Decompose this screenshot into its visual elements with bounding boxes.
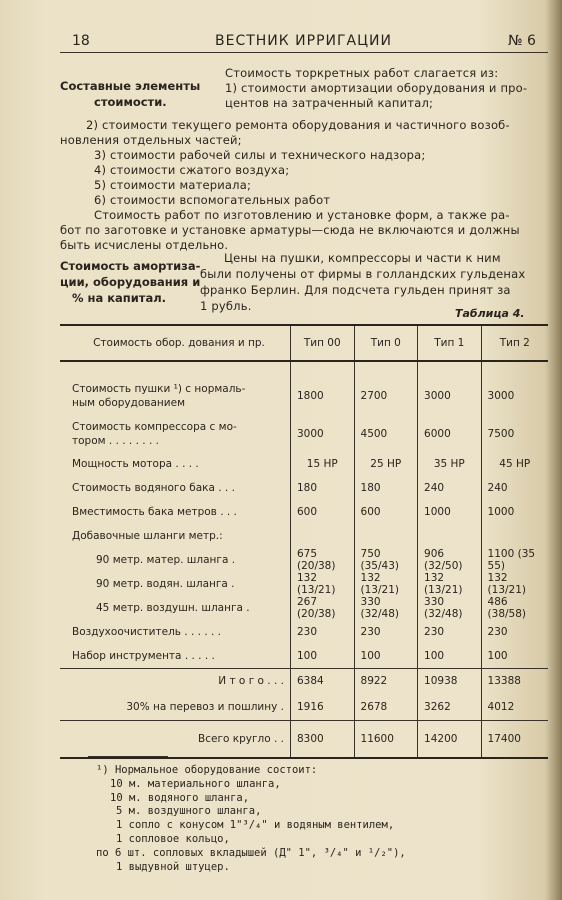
text-line: 4) стоимости сжатого воздуха; xyxy=(94,163,290,177)
column-header: Тип 0 xyxy=(354,325,418,361)
table-cell: 132 (13/21) xyxy=(291,572,355,596)
column-header: Стоимость обор. дования и пр. xyxy=(60,325,291,361)
text-line: были получены от фирмы в голландских гульденах xyxy=(200,267,526,281)
table-cell: 132 (13/21) xyxy=(354,572,418,596)
footnote xyxy=(96,764,406,874)
text-line: франко Берлин. Для подсчета гульден принят за xyxy=(200,283,511,297)
text-line: 5) стоимости материала; xyxy=(94,178,252,192)
table-cell: 3000 xyxy=(481,376,548,416)
table-row xyxy=(60,476,548,500)
table-cell: 240 xyxy=(418,476,482,500)
table-cell: 267 (20/38) xyxy=(291,596,355,620)
side-heading-amortization xyxy=(60,258,200,306)
side-heading-line: ции, оборудования и xyxy=(60,275,201,289)
table-cell: 14200 xyxy=(418,720,482,758)
table-cell: 906 (32/50) xyxy=(418,548,482,572)
table-cell: 330 (32/48) xyxy=(354,596,418,620)
footnote-line: 1 сопловое кольцо, xyxy=(116,832,230,845)
table-cell: 600 xyxy=(354,500,418,524)
table-row xyxy=(60,416,548,452)
table-cell xyxy=(418,361,482,376)
column-header: Тип 2 xyxy=(481,325,548,361)
table-cell: 100 xyxy=(291,644,355,668)
table-body xyxy=(60,361,548,758)
table-cell: 3000 xyxy=(418,376,482,416)
table-cell: Мощность мотора . . . . xyxy=(72,458,199,470)
table-row xyxy=(60,596,548,620)
table-cell: 230 xyxy=(354,620,418,644)
column-header: Тип 00 xyxy=(291,325,355,361)
table-header-row xyxy=(60,325,548,361)
table-total-row xyxy=(60,668,548,694)
table-cell: 15 НР xyxy=(291,452,355,476)
table-row xyxy=(60,500,548,524)
table-cell: Вместимость бака метров . . . xyxy=(72,506,237,518)
table-cell: 4500 xyxy=(354,416,418,452)
table-cell: 600 xyxy=(291,500,355,524)
table-cell: 25 НР xyxy=(354,452,418,476)
table-cell: 3000 xyxy=(291,416,355,452)
table-cell xyxy=(60,361,291,376)
table-cell: 230 xyxy=(291,620,355,644)
table-total-row xyxy=(60,694,548,720)
table-cell: 90 метр. матер. шланга . xyxy=(96,554,236,566)
text-line: центов на затраченный капитал; xyxy=(225,96,434,110)
table-cell: 675 (20/38) xyxy=(291,548,355,572)
table-cell: 230 xyxy=(481,620,548,644)
table-cell: 2678 xyxy=(354,694,418,720)
table-row xyxy=(60,572,548,596)
table-cell: 2700 xyxy=(354,376,418,416)
table-cell xyxy=(354,361,418,376)
table-row xyxy=(60,548,548,572)
text-line: 6) стоимости вспомогательных работ xyxy=(94,193,331,207)
table-cell: 1000 xyxy=(418,500,482,524)
table-cell: 1916 xyxy=(291,694,355,720)
table-cell: 486 (38/58) xyxy=(481,596,548,620)
side-heading-line: Стоимость амортиза- xyxy=(60,259,201,273)
text-line: 3) стоимости рабочей силы и технического надзора; xyxy=(94,148,426,162)
table-cell: Воздухоочиститель . . . . . . xyxy=(72,626,222,638)
table-cell: 17400 xyxy=(481,720,548,758)
table-cell: 132 (13/21) xyxy=(418,572,482,596)
footnote-line: 1 выдувной штуцер. xyxy=(116,860,230,873)
journal-title: ВЕСТНИК ИРРИГАЦИИ xyxy=(215,33,392,49)
table-cell: 180 xyxy=(291,476,355,500)
table-row xyxy=(60,376,548,416)
side-heading-line: Составные элементы xyxy=(60,79,201,93)
footnote-line: 5 м. воздушного шланга, xyxy=(116,805,262,818)
running-header xyxy=(0,33,562,53)
table-cell: 6384 xyxy=(291,668,355,694)
text-line: быть исчислены отдельно. xyxy=(60,238,229,252)
table-rounded-row xyxy=(60,720,548,758)
table-cell: Стоимость пушки ¹) с нормаль- ным оборудованием xyxy=(72,383,246,409)
table-cell xyxy=(291,524,355,548)
table-cell xyxy=(418,524,482,548)
footnote-rule xyxy=(88,756,168,757)
table-cell: 1800 xyxy=(291,376,355,416)
table-cell: Набор инструмента . . . . . xyxy=(72,649,215,662)
table-cell xyxy=(291,361,355,376)
table-caption: Таблица 4. xyxy=(455,307,525,320)
text-line: бот по заготовке и установке арматуры—сюда не включаются и должны xyxy=(60,223,520,237)
table-cell: 13388 xyxy=(481,668,548,694)
side-heading-line: % на капитал. xyxy=(72,291,167,305)
table-row xyxy=(60,452,548,476)
table-cell: 8300 xyxy=(291,720,355,758)
table-row xyxy=(60,644,548,668)
footnote-line: 10 м. материального шланга, xyxy=(110,777,281,790)
table-cell: 100 xyxy=(418,644,482,668)
footnote-line: ¹) Нормальное оборудование состоит: xyxy=(96,764,318,776)
section1-text xyxy=(60,66,550,253)
table-cell: 6000 xyxy=(418,416,482,452)
table-cell: 230 xyxy=(418,620,482,644)
text-line: 1 рубль. xyxy=(200,299,252,313)
table-cell: 8922 xyxy=(354,668,418,694)
issue-number: № 6 xyxy=(508,33,536,49)
footnote-line: 1 сопло с конусом 1"³/₄" и водяным вентилем, xyxy=(116,819,395,832)
table-cell xyxy=(354,524,418,548)
footnote-line: 10 м. водяного шланга, xyxy=(110,791,250,804)
text-line: Цены на пушки, компрессоры и части к ним xyxy=(224,251,501,265)
page-number: 18 xyxy=(72,33,90,49)
table-cell: 35 НР xyxy=(418,452,482,476)
table-cell: 100 xyxy=(481,644,548,668)
table-cell: 3262 xyxy=(418,694,482,720)
table-cell: 45 метр. воздушн. шланга . xyxy=(96,602,250,614)
table-cell xyxy=(481,524,548,548)
text-line: 2) стоимости текущего ремонта оборудования и частичного возоб- xyxy=(86,118,510,132)
table-cell: 11600 xyxy=(354,720,418,758)
table-cell: Стоимость водяного бака . . . xyxy=(72,482,235,494)
text-line: Стоимость работ по изготовлению и установке форм, а также ра- xyxy=(94,208,510,222)
table-cell: 180 xyxy=(354,476,418,500)
cost-table xyxy=(60,324,548,759)
table-cell: Всего кругло . . xyxy=(60,720,291,758)
table-cell: 45 НР xyxy=(481,452,548,476)
text-line: 1) стоимости амортизации оборудования и про- xyxy=(225,81,528,95)
table-cell: 90 метр. водян. шланга . xyxy=(96,578,235,590)
table-cell: Стоимость компрессора с мо- тором . . . . . . . . xyxy=(72,421,237,447)
text-line: Стоимость торкретных работ слагается из: xyxy=(225,66,499,80)
footnote-line: по 6 шт. сопловых вкладышей (Д" 1", ³/₄" и ¹/₂"), xyxy=(96,846,406,859)
table-cell: 1000 xyxy=(481,500,548,524)
section2-text xyxy=(200,250,550,314)
table-cell: 7500 xyxy=(481,416,548,452)
table-cell: 750 (35/43) xyxy=(354,548,418,572)
table-cell xyxy=(481,361,548,376)
table-cell: 10938 xyxy=(418,668,482,694)
column-header: Тип 1 xyxy=(418,325,482,361)
table-spacer xyxy=(60,361,548,376)
table-row xyxy=(60,524,548,548)
table-cell: И т о г о . . . xyxy=(60,668,291,694)
table-cell: 132 (13/21) xyxy=(481,572,548,596)
table-cell: 1100 (35 55) xyxy=(481,548,548,572)
table-cell: 30% на перевоз и пошлину . xyxy=(126,700,284,713)
table-cell: 240 xyxy=(481,476,548,500)
table-cell: Добавочные шланги метр.: xyxy=(72,530,223,542)
text-line: новления отдельных частей; xyxy=(60,133,242,147)
table-cell: 4012 xyxy=(481,694,548,720)
table-cell: 100 xyxy=(354,644,418,668)
table-row xyxy=(60,620,548,644)
side-heading-line: стоимости. xyxy=(94,95,167,109)
table-cell: 330 (32/48) xyxy=(418,596,482,620)
header-rule xyxy=(60,52,548,53)
